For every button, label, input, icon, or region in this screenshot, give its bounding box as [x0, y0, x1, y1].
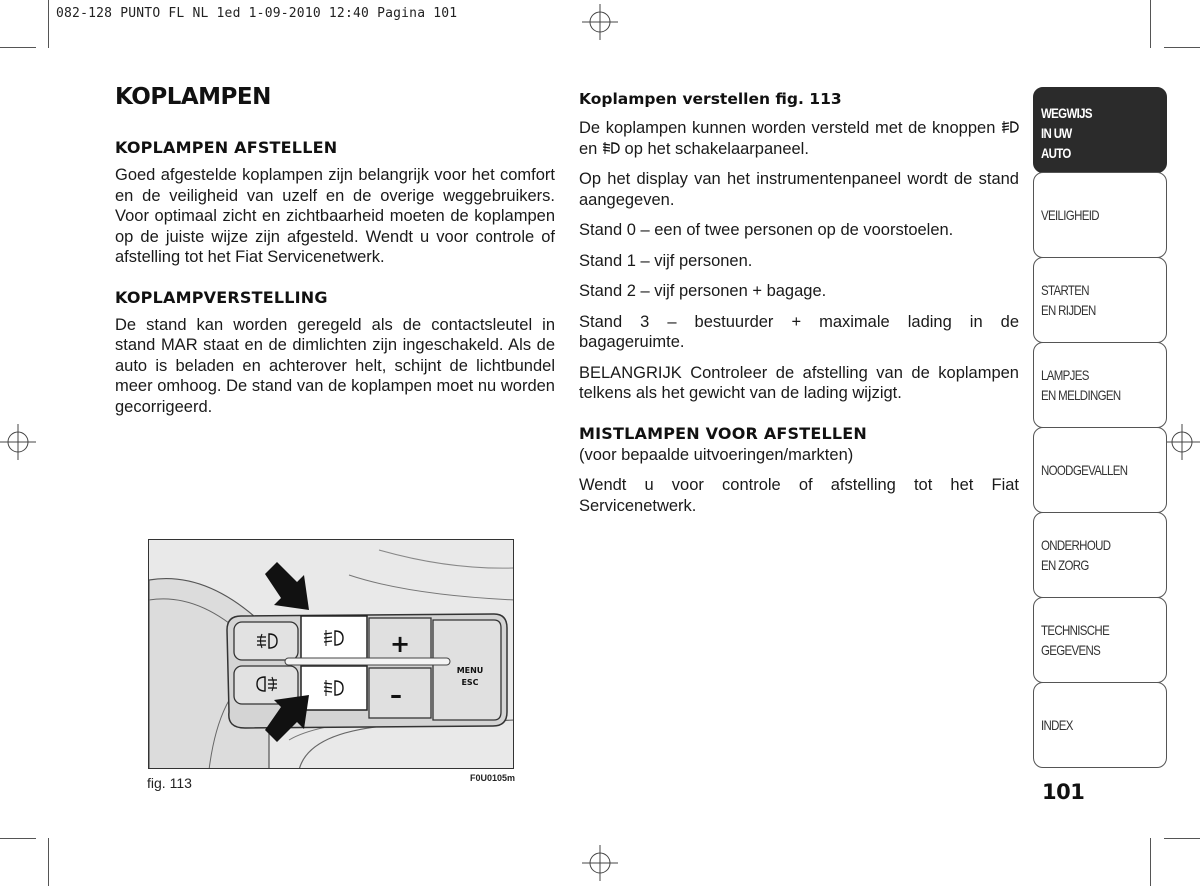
crop-mark [1164, 838, 1200, 839]
page-number: 101 [1042, 780, 1085, 804]
tab-noodgevallen[interactable] [1033, 427, 1167, 513]
menu-label: MENU [456, 666, 484, 675]
important-note: BELANGRIJK Controleer de afstelling van de koplampen telkens als het gewicht van de lading wijzigt. [579, 363, 1019, 402]
section-body-leveling: De stand kan worden geregeld als de contactsleutel in stand MAR staat en de dimlichten zijn ingeschakeld. Als de auto is beladen en achterover helt, schijnt de lichtbundel meer omhoog. De stand van de koplampen moet nu worden gecorrigeerd. [115, 315, 555, 416]
figure-caption: fig. 113 [147, 775, 192, 791]
tab-lampjes[interactable] [1033, 342, 1167, 428]
crop-mark [1150, 838, 1151, 886]
paragraph-buttons-and: en [579, 139, 598, 158]
tab-label: INDEX [1041, 717, 1073, 733]
page-title: KOPLAMPEN [115, 84, 271, 110]
subsection-heading: Koplampen verstellen fig. 113 [579, 90, 842, 108]
figure-code: F0U0105m [470, 773, 516, 783]
section-heading-leveling: KOPLAMPVERSTELLING [115, 287, 328, 307]
registration-mark-icon [582, 845, 618, 881]
crop-mark [1150, 0, 1151, 48]
tab-label: VEILIGHEID [1041, 207, 1099, 223]
paragraph-display: Op het display van het instrumentenpaneel wordt de stand aangegeven. [579, 170, 1019, 209]
registration-mark-icon [582, 4, 618, 40]
crop-mark [48, 838, 49, 886]
paragraph-buttons [579, 118, 1019, 159]
left-column [115, 84, 555, 417]
crop-mark [0, 47, 36, 48]
tab-label: LAMPJES EN MELDINGEN [1041, 367, 1121, 403]
tab-wegwijs[interactable] [1033, 87, 1167, 173]
stand-2: Stand 2 – vijf personen + bagage. [579, 282, 827, 300]
headlight-level-down-icon [602, 140, 620, 156]
crop-mark [48, 0, 49, 48]
tab-starten[interactable] [1033, 257, 1167, 343]
tab-label: STARTEN EN RIJDEN [1041, 282, 1096, 318]
stand-0: Stand 0 – een of twee personen op de voorstoelen. [579, 221, 954, 239]
tab-label: WEGWIJS IN UW AUTO [1041, 105, 1092, 161]
headlight-level-up-icon [1001, 119, 1019, 135]
fog-note: (voor bepaalde uitvoeringen/markten) [579, 445, 854, 464]
right-column [579, 90, 1019, 516]
tab-index[interactable] [1033, 682, 1167, 768]
fog-heading: MISTLAMPEN VOOR AFSTELLEN [579, 423, 868, 443]
switch-panel-illustration [149, 540, 514, 769]
tab-label: TECHNISCHE GEGEVENS [1041, 622, 1110, 658]
registration-mark-icon [0, 424, 36, 460]
minus-label: – [390, 681, 402, 709]
stand-3: Stand 3 – bestuurder + maximale lading in de bagageruimte. [579, 312, 1019, 351]
paragraph-buttons-part-b: op het schakelaarpaneel. [624, 139, 809, 158]
plus-label: + [389, 630, 411, 658]
crop-mark [0, 838, 36, 839]
tab-onderhoud[interactable] [1033, 512, 1167, 598]
fog-body: Wendt u voor controle of afstelling tot het Fiat Servicenetwerk. [579, 476, 1019, 515]
stand-1: Stand 1 – vijf personen. [579, 251, 753, 270]
crop-mark [1164, 47, 1200, 48]
tab-label: ONDERHOUD EN ZORG [1041, 537, 1111, 573]
section-heading-adjust: KOPLAMPEN AFSTELLEN [115, 138, 338, 157]
paragraph-buttons-part-a: De koplampen kunnen worden versteld met de knoppen [579, 119, 996, 137]
tab-label: NOODGEVALLEN [1041, 462, 1128, 478]
esc-label: ESC [461, 678, 479, 687]
section-body-adjust: Goed afgestelde koplampen zijn belangrijk voor het comfort en de veiligheid van uzelf en de overige weggebruikers. Voor optimaal zicht en zichtbaarheid moeten de koplampen op de juiste wijze zijn afgesteld. Wendt u voor controle of afstelling tot het Fiat Servicenetwerk. [115, 166, 555, 266]
tab-technische[interactable] [1033, 597, 1167, 683]
figure-113 [148, 539, 514, 769]
tab-veiligheid[interactable] [1033, 172, 1167, 258]
registration-mark-icon [1164, 424, 1200, 460]
chapter-tabs [1033, 88, 1167, 768]
print-header: 082-128 PUNTO FL NL 1ed 1-09-2010 12:40 Pagina 101 [56, 6, 458, 21]
